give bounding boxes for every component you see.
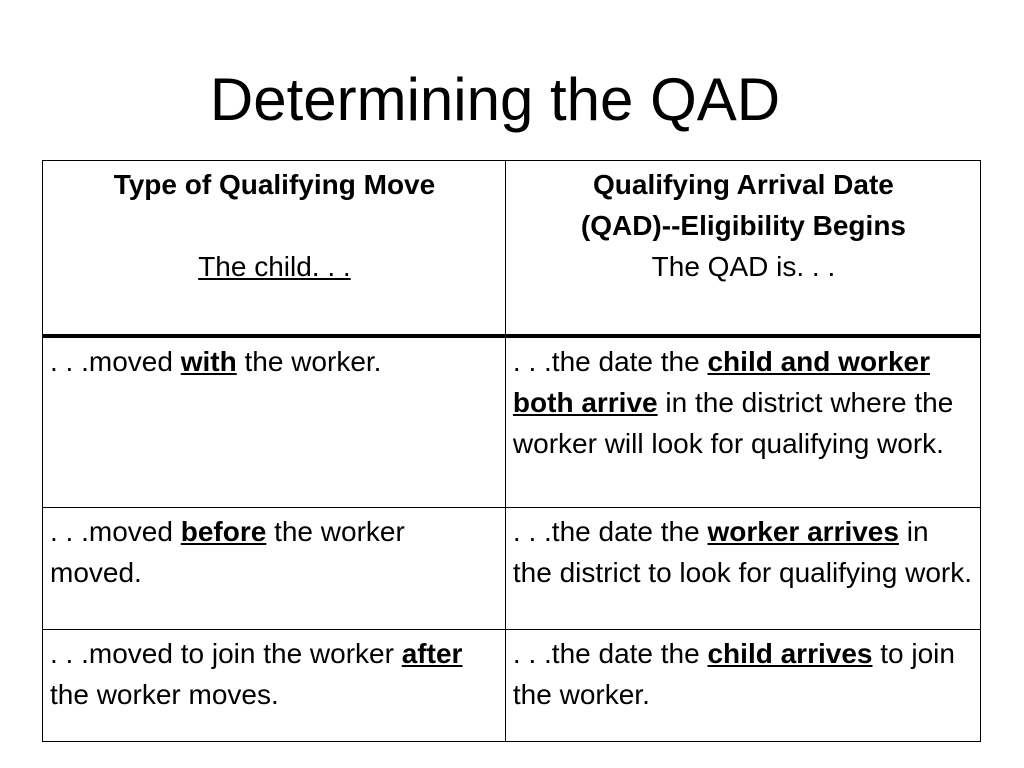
qad-emphasis: worker arrives [707, 516, 899, 547]
header-move-type-title: Type of Qualifying Move [113, 169, 436, 200]
qad-text-before: . . .the date the [512, 638, 708, 669]
qad-table [42, 160, 981, 742]
move-text-before: . . .moved [50, 346, 181, 377]
qad-emphasis: child arrives [707, 638, 873, 669]
move-type-cell [43, 336, 506, 508]
table-row [43, 508, 981, 630]
move-text-after: the worker moved. [50, 516, 405, 588]
header-qad-title-line2: (QAD)--Eligibility Begins [580, 210, 906, 241]
qad-text-after: in the district where the worker will look for qualifying work. [512, 387, 954, 459]
qad-cell [505, 508, 980, 630]
move-text-before: . . .moved to join the worker [50, 638, 402, 669]
move-emphasis: after [401, 638, 463, 669]
header-cell-move-type [43, 161, 506, 337]
move-emphasis: before [180, 516, 267, 547]
qad-emphasis: child and worker both arrive [512, 346, 930, 418]
qad-text-before: . . .the date the [512, 346, 708, 377]
table-header-row [43, 161, 981, 337]
qad-text-before: . . .the date the [512, 516, 708, 547]
move-emphasis: with [180, 346, 237, 377]
qad-text-after: in the district to look for qualifying work. [512, 516, 972, 588]
move-text-after: the worker moves. [50, 679, 279, 710]
header-qad-title-line1: Qualifying Arrival Date [593, 169, 894, 200]
table-row [43, 630, 981, 742]
qad-cell [505, 630, 980, 742]
qad-cell [505, 336, 980, 508]
qad-text-after: to join the worker. [512, 638, 955, 710]
table-row [43, 336, 981, 508]
move-text-before: . . .moved [50, 516, 181, 547]
slide-title: Determining the QAD [209, 66, 781, 133]
move-text-after: the worker. [236, 346, 382, 377]
header-qad-subtitle: The QAD is. . . [651, 251, 836, 282]
move-type-cell [43, 508, 506, 630]
header-cell-qad [505, 161, 980, 337]
header-move-type-subtitle: The child. . . [198, 251, 351, 282]
move-type-cell [43, 630, 506, 742]
